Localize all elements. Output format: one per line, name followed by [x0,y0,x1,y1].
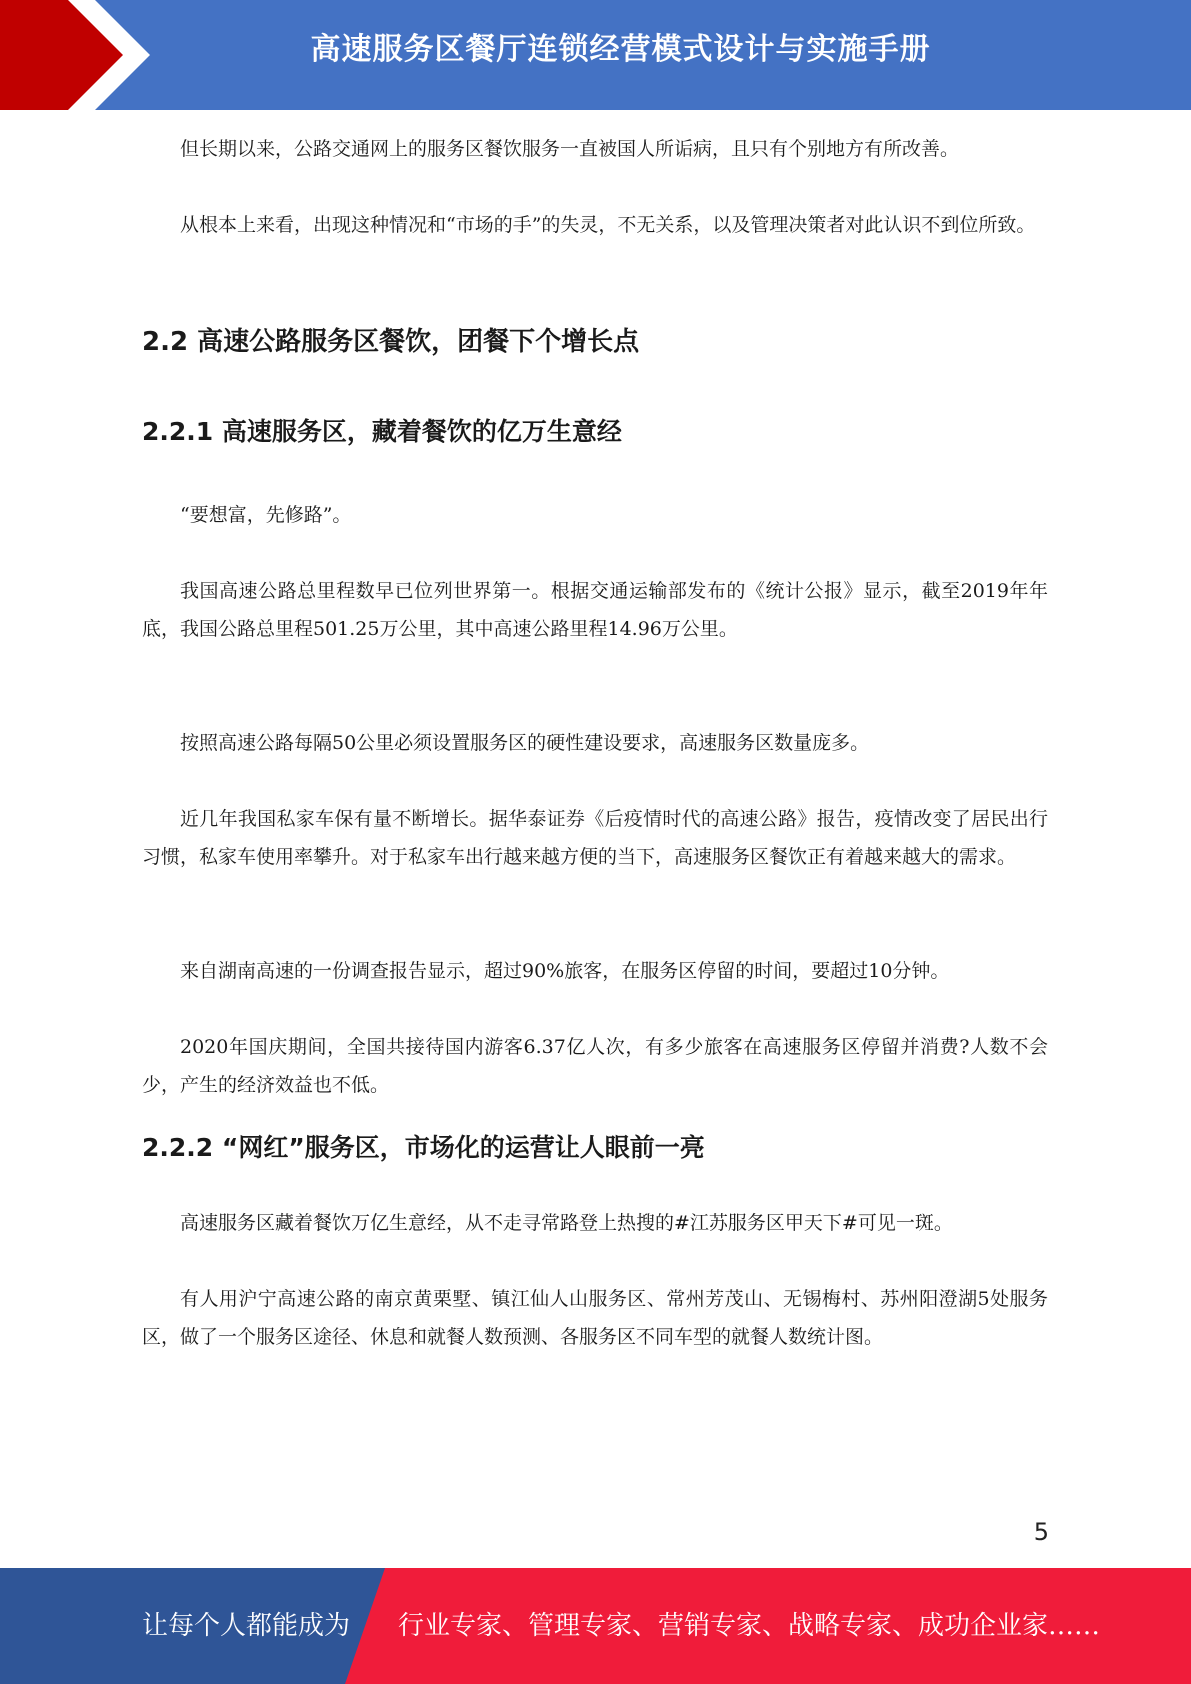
page-footer [0,1568,1191,1684]
page-header [0,0,1191,110]
paragraph: “要想富，先修路”。 [180,504,352,526]
paragraph: 有人用沪宁高速公路的南京黄栗墅、镇江仙人山服务区、常州芳茂山、无锡梅村、苏州阳澄湖5处服务区，做了一个服务区途径、休息和就餐人数预测、各服务区不同车型的就餐人数统计图。 [142,1288,1048,1348]
footer-slogan-left: 让每个人都能成为 [142,1611,351,1641]
paragraph: 高速服务区藏着餐饮万亿生意经，从不走寻常路登上热搜的#江苏服务区甲天下#可见一斑。 [180,1212,953,1234]
paragraph: 我国高速公路总里程数早已位列世界第一。根据交通运输部发布的《统计公报》显示，截至2019年年底，我国公路总里程501.25万公里，其中高速公路里程14.96万公里。 [142,580,1048,640]
paragraph: 2020年国庆期间，全国共接待国内游客6.37亿人次，有多少旅客在高速服务区停留并消费?人数不会少，产生的经济效益也不低。 [142,1036,1048,1096]
page-number: 5 [1033,1518,1049,1546]
paragraph: 按照高速公路每隔50公里必须设置服务区的硬性建设要求，高速服务区数量庞多。 [180,732,870,754]
paragraph: 但长期以来，公路交通网上的服务区餐饮服务一直被国人所诟病，且只有个别地方有所改善。 [180,138,960,160]
footer-slogan-right: 行业专家、管理专家、营销专家、战略专家、成功企业家…… [398,1611,1101,1641]
section-heading-2-2-2: 2.2.2 “网红”服务区，市场化的运营让人眼前一亮 [142,1133,705,1162]
paragraph: 来自湖南高速的一份调查报告显示，超过90%旅客，在服务区停留的时间，要超过10分钟。 [180,960,950,982]
section-heading-2-2: 2.2 高速公路服务区餐饮，团餐下个增长点 [142,327,640,357]
page-content [142,130,1048,1356]
document-title: 高速服务区餐厅连锁经营模式设计与实施手册 [310,32,931,67]
paragraph: 从根本上来看，出现这种情况和“市场的手”的失灵，不无关系，以及管理决策者对此认识不到位所致。 [180,214,1036,236]
header-chevron-decoration [0,0,160,110]
section-heading-2-2-1: 2.2.1 高速服务区，藏着餐饮的亿万生意经 [142,417,622,446]
paragraph: 近几年我国私家车保有量不断增长。据华泰证券《后疫情时代的高速公路》报告，疫情改变了居民出行习惯，私家车使用率攀升。对于私家车出行越来越方便的当下，高速服务区餐饮正有着越来越大的需求。 [142,808,1048,868]
